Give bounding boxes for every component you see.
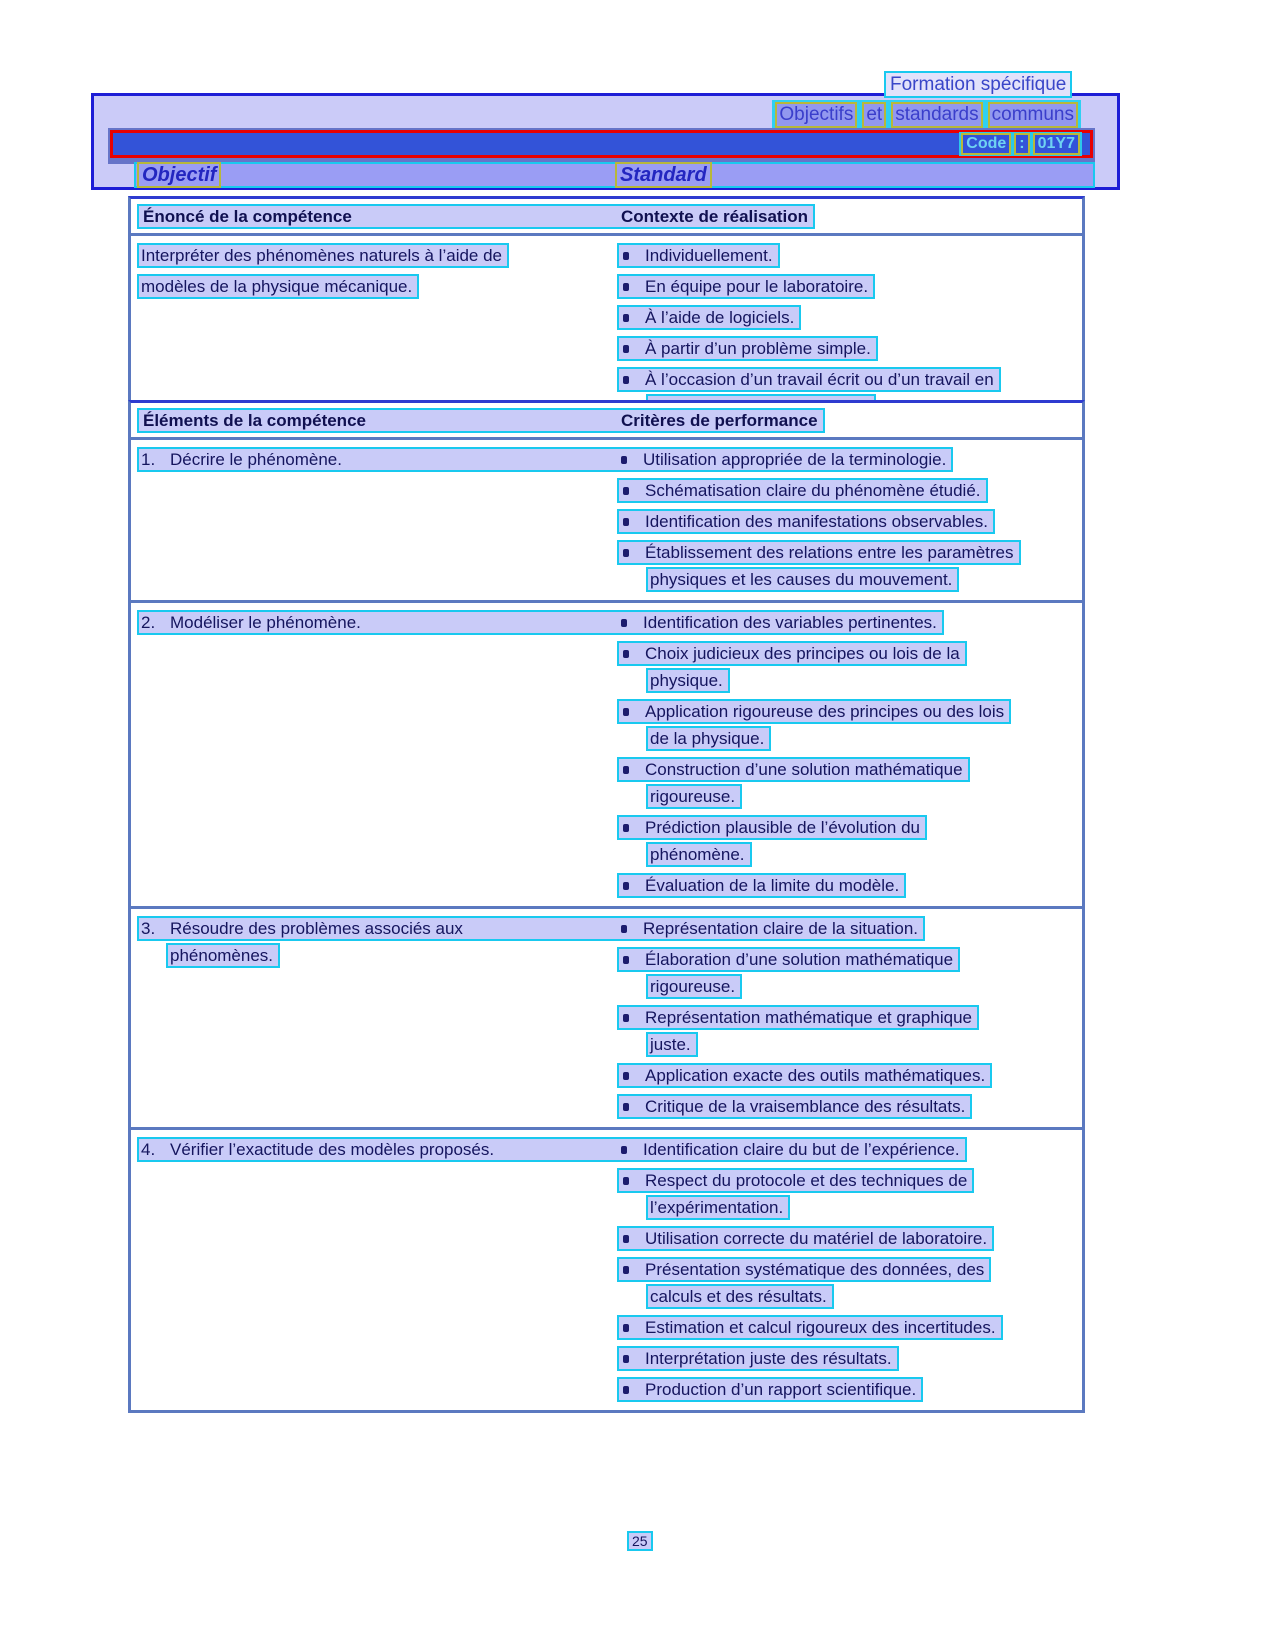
line-text: En équipe pour le laboratoire. [645, 276, 869, 296]
text-line [617, 842, 1082, 867]
table2-header-right: Critères de performance [621, 410, 818, 430]
item-number: 3. [141, 918, 156, 938]
highlight-box [646, 1284, 834, 1309]
heading-word: communs [988, 102, 1078, 128]
left-column [137, 641, 617, 904]
highlight-box [617, 274, 875, 299]
line-text: Présentation systématique des données, des [645, 1259, 985, 1279]
text-line [617, 1032, 1082, 1057]
text-line [617, 726, 1082, 751]
line-text: Critique de la vraisemblance des résultats. [645, 1096, 966, 1116]
item-number: 1. [141, 449, 156, 469]
bullet-icon [623, 1072, 629, 1080]
highlight-box [617, 1005, 979, 1030]
highlight-box [646, 784, 742, 809]
page-number [627, 1531, 653, 1551]
objectif-label: Objectif [137, 162, 221, 188]
left-column [137, 947, 617, 1125]
highlight-box [137, 447, 953, 472]
highlight-box [617, 1226, 994, 1251]
highlight-box [617, 243, 780, 268]
bullet-icon [623, 252, 629, 260]
bullet-icon [623, 882, 629, 890]
row-left-cell [141, 1140, 619, 1160]
line-text: physique. [650, 670, 723, 690]
line-text: À l’occasion d’un travail écrit ou d’un travail en [645, 369, 994, 389]
header-block [91, 93, 1120, 190]
heading-word: standards [891, 102, 982, 128]
line-text: juste. [650, 1034, 691, 1054]
bullet-icon [621, 925, 627, 933]
bullet-icon [623, 824, 629, 832]
objectif-cell [136, 162, 615, 188]
highlight-box [617, 367, 1001, 392]
text-line [617, 1315, 1082, 1340]
line-text: Identification des manifestations observables. [645, 511, 989, 531]
highlight-box [617, 873, 906, 898]
line-text: de la physique. [650, 728, 765, 748]
line-text: phénomènes. [170, 945, 274, 965]
bullet-icon [623, 549, 629, 557]
left-column [137, 1168, 617, 1408]
text-line [617, 1226, 1082, 1251]
text-line [617, 478, 1082, 503]
highlight-box [646, 567, 959, 592]
text-line [617, 367, 1082, 392]
bullet-icon [621, 619, 627, 627]
row-columns [137, 478, 1082, 598]
highlight-box [617, 1063, 992, 1088]
line-text: Estimation et calcul rigoureux des incertitudes. [645, 1317, 996, 1337]
text-line [137, 943, 617, 968]
line-text: Application exacte des outils mathématiques. [645, 1065, 986, 1085]
table2-header-left: Éléments de la compétence [143, 410, 366, 430]
standard-label: Standard [615, 162, 712, 188]
row-columns [137, 1168, 1082, 1408]
bullet-icon [623, 956, 629, 964]
right-column [617, 947, 1082, 1125]
line-text: À l’aide de logiciels. [645, 307, 795, 327]
text-line [617, 1063, 1082, 1088]
text-line [617, 336, 1082, 361]
table-elements-criteres [128, 400, 1085, 1413]
bullet-icon [623, 766, 629, 774]
highlight-box [137, 274, 419, 299]
row-left-cell [141, 613, 619, 633]
bullet-icon [623, 1355, 629, 1363]
right-column [617, 478, 1082, 598]
line-text: Application rigoureuse des principes ou des lois [645, 701, 1005, 721]
bullet-icon [623, 314, 629, 322]
code-bar-red-outline [110, 130, 1093, 158]
line-text: Évaluation de la limite du modèle. [645, 875, 900, 895]
table-row [131, 440, 1082, 600]
criterion-text: Identification claire du but de l’expérience. [643, 1139, 960, 1159]
line-text: Choix judicieux des principes ou lois de la [645, 643, 960, 663]
highlight-box [617, 757, 970, 782]
text-line [617, 668, 1082, 693]
text-line [617, 873, 1082, 898]
bullet-icon [623, 1266, 629, 1274]
table1-header-right: Contexte de réalisation [621, 206, 809, 226]
line-text: Représentation mathématique et graphique [645, 1007, 972, 1027]
item-number: 4. [141, 1139, 156, 1159]
text-line [617, 274, 1082, 299]
highlight-box [617, 699, 1011, 724]
item-number: 2. [141, 612, 156, 632]
table-row [131, 1127, 1082, 1410]
heading-text: Formation spécifique [890, 73, 1067, 95]
text-line [617, 540, 1082, 565]
text-line [617, 305, 1082, 330]
page-number-text: 25 [632, 1533, 648, 1549]
formation-specifique-heading [884, 71, 1072, 98]
line-text: Utilisation correcte du matériel de laboratoire. [645, 1228, 988, 1248]
line-text: Production d’un rapport scientifique. [645, 1379, 917, 1399]
highlight-box [617, 1377, 923, 1402]
highlight-box [646, 842, 752, 867]
line-text: Prédiction plausible de l’évolution du [645, 817, 921, 837]
highlight-box [617, 540, 1021, 565]
text-line [617, 1377, 1082, 1402]
criterion-text: Utilisation appropriée de la terminologie. [643, 449, 947, 469]
highlight-box [137, 916, 925, 941]
text-line [617, 974, 1082, 999]
highlight-box [137, 408, 825, 433]
code-value [959, 132, 1082, 156]
row-first-line [137, 610, 1082, 635]
text-line [617, 947, 1082, 972]
highlight-box [617, 947, 960, 972]
bullet-icon [623, 376, 629, 384]
line-text: modèles de la physique mécanique. [141, 276, 413, 296]
bullet-icon [623, 345, 629, 353]
element-text: Modéliser le phénomène. [170, 612, 361, 632]
row-columns [137, 947, 1082, 1125]
line-text: rigoureuse. [650, 786, 736, 806]
bullet-icon [623, 650, 629, 658]
text-line [617, 641, 1082, 666]
line-text: Interpréter des phénomènes naturels à l’aide de [141, 245, 503, 265]
text-line [617, 1257, 1082, 1282]
line-text: calculs et des résultats. [650, 1286, 827, 1306]
highlight-box [627, 1531, 653, 1551]
highlight-box [166, 943, 280, 968]
criterion-text: Identification des variables pertinentes. [643, 612, 937, 632]
bullet-icon [623, 518, 629, 526]
row-left-cell [141, 450, 619, 470]
text-line [617, 1195, 1082, 1220]
line-text: Construction d’une solution mathématique [645, 759, 963, 779]
text-line [617, 1005, 1082, 1030]
text-line [137, 274, 617, 299]
text-line [617, 1094, 1082, 1119]
table2-rows [131, 440, 1082, 1410]
bullet-icon [623, 1235, 629, 1243]
bullet-icon [623, 708, 629, 716]
left-column [137, 478, 617, 598]
text-line [617, 1284, 1082, 1309]
line-text: Interprétation juste des résultats. [645, 1348, 892, 1368]
code-word: 01Y7 [1033, 133, 1080, 155]
line-text: Schématisation claire du phénomène étudié. [645, 480, 981, 500]
highlight-box [617, 478, 988, 503]
highlight-box [617, 1257, 991, 1282]
line-text: Établissement des relations entre les paramètres [645, 542, 1014, 562]
text-line [617, 1346, 1082, 1371]
highlight-box [617, 509, 995, 534]
highlight-box [617, 815, 927, 840]
table-row [131, 600, 1082, 906]
row-first-line [137, 1137, 1082, 1162]
line-text: Individuellement. [645, 245, 773, 265]
text-line [617, 1168, 1082, 1193]
highlight-box [617, 641, 967, 666]
highlight-box [646, 1032, 698, 1057]
right-column [617, 641, 1082, 904]
right-column [617, 1168, 1082, 1408]
bullet-icon [623, 1386, 629, 1394]
line-text: rigoureuse. [650, 976, 736, 996]
element-text: Résoudre des problèmes associés aux [170, 918, 463, 938]
bullet-icon [623, 487, 629, 495]
highlight-box [646, 726, 771, 751]
text-line [617, 243, 1082, 268]
highlight-box [137, 204, 815, 229]
bullet-icon [621, 1146, 627, 1154]
line-text: physiques et les causes du mouvement. [650, 569, 953, 589]
code-bar [108, 128, 1095, 164]
highlight-box [137, 1137, 967, 1162]
context-bullet-column [617, 243, 1082, 425]
bullet-icon [623, 1103, 629, 1111]
bullet-icon [621, 456, 627, 464]
element-text: Décrire le phénomène. [170, 449, 342, 469]
highlight-box [617, 1346, 899, 1371]
code-word: : [1014, 133, 1029, 155]
row-first-line [137, 447, 1082, 472]
element-text: Vérifier l’exactitude des modèles proposés. [170, 1139, 495, 1159]
highlight-box [646, 668, 730, 693]
line-text: Élaboration d’une solution mathématique [645, 949, 954, 969]
row-left-cell [141, 919, 619, 939]
table1-header-left: Énoncé de la compétence [143, 206, 352, 226]
text-line [617, 567, 1082, 592]
table1-header-row [131, 199, 1082, 233]
objectif-standard-row [134, 162, 1095, 188]
bullet-icon [623, 1177, 629, 1185]
highlight-box [617, 336, 878, 361]
highlight-box [137, 610, 944, 635]
table2-header-row [131, 403, 1082, 437]
row-columns [137, 641, 1082, 904]
highlight-box [617, 1168, 974, 1193]
row-first-line [137, 916, 1082, 941]
heading-word: et [862, 102, 886, 128]
text-line [617, 699, 1082, 724]
bullet-icon [623, 283, 629, 291]
highlight-box [617, 305, 801, 330]
line-text: phénomène. [650, 844, 745, 864]
heading-word: Objectifs [775, 102, 857, 128]
table1-body [131, 236, 1082, 427]
bullet-icon [623, 1324, 629, 1332]
line-text: Respect du protocole et des techniques de [645, 1170, 968, 1190]
text-line [617, 784, 1082, 809]
text-line [617, 815, 1082, 840]
highlight-box [646, 974, 742, 999]
text-line [617, 757, 1082, 782]
highlight-box [137, 243, 509, 268]
highlight-box [617, 1315, 1003, 1340]
code-word: Code [961, 133, 1011, 155]
criterion-text: Représentation claire de la situation. [643, 918, 918, 938]
highlight-box [617, 1094, 972, 1119]
table-enonce-contexte [128, 196, 1085, 430]
text-line [137, 243, 617, 268]
bullet-icon [623, 1014, 629, 1022]
text-line [617, 509, 1082, 534]
competence-statement-column [137, 243, 617, 425]
table-row [131, 906, 1082, 1127]
line-text: À partir d’un problème simple. [645, 338, 871, 358]
objectifs-standards-heading [772, 100, 1081, 130]
line-text: l’expérimentation. [650, 1197, 784, 1217]
highlight-box [646, 1195, 790, 1220]
